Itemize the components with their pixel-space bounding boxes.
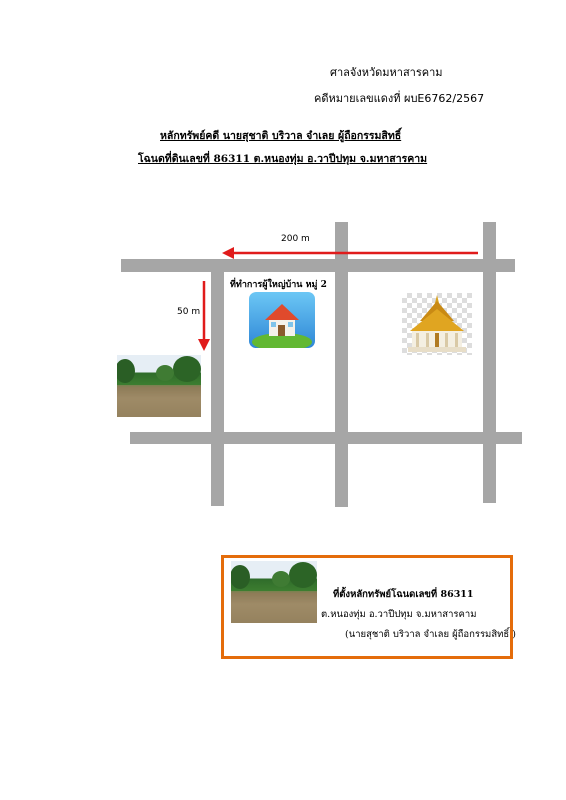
case-number: คดีหมายเลขแดงที่ ผบE6762/2567 (314, 92, 485, 105)
temple-icon (402, 293, 472, 355)
title-line-2: โฉนดที่ดินเลขที่ 86311 ต.หนองทุ่ม อ.วาปีปทุม จ.มหาสารคาม (138, 153, 428, 165)
court-name: ศาลจังหวัดมหาสารคาม (330, 66, 443, 79)
distance-label-horizontal: 200 m (281, 234, 310, 244)
location-line-3: (นายสุชาติ บริวาล จำเลย ผู้ถือกรรมสิทธิ์ ) (345, 629, 516, 640)
land-photo-box (231, 561, 317, 623)
distance-label-vertical: 50 m (177, 307, 201, 317)
title-line-1: หลักทรัพย์คดี นายสุชาติ บริวาล จำเลย ผู้ถือกรรมสิทธิ์ (160, 130, 402, 142)
house-icon (249, 292, 315, 348)
location-line-2: ต.หนองทุ่ม อ.วาปีปทุม จ.มหาสารคาม (321, 609, 477, 620)
location-line-1: ที่ตั้งหลักทรัพย์โฉนดเลขที่ 86311 (333, 589, 474, 600)
land-photo (117, 355, 201, 417)
arrow-horizontal (222, 247, 478, 259)
village-office-label: ที่ทำการผู้ใหญ่บ้าน หมู่ 2 (230, 280, 327, 290)
